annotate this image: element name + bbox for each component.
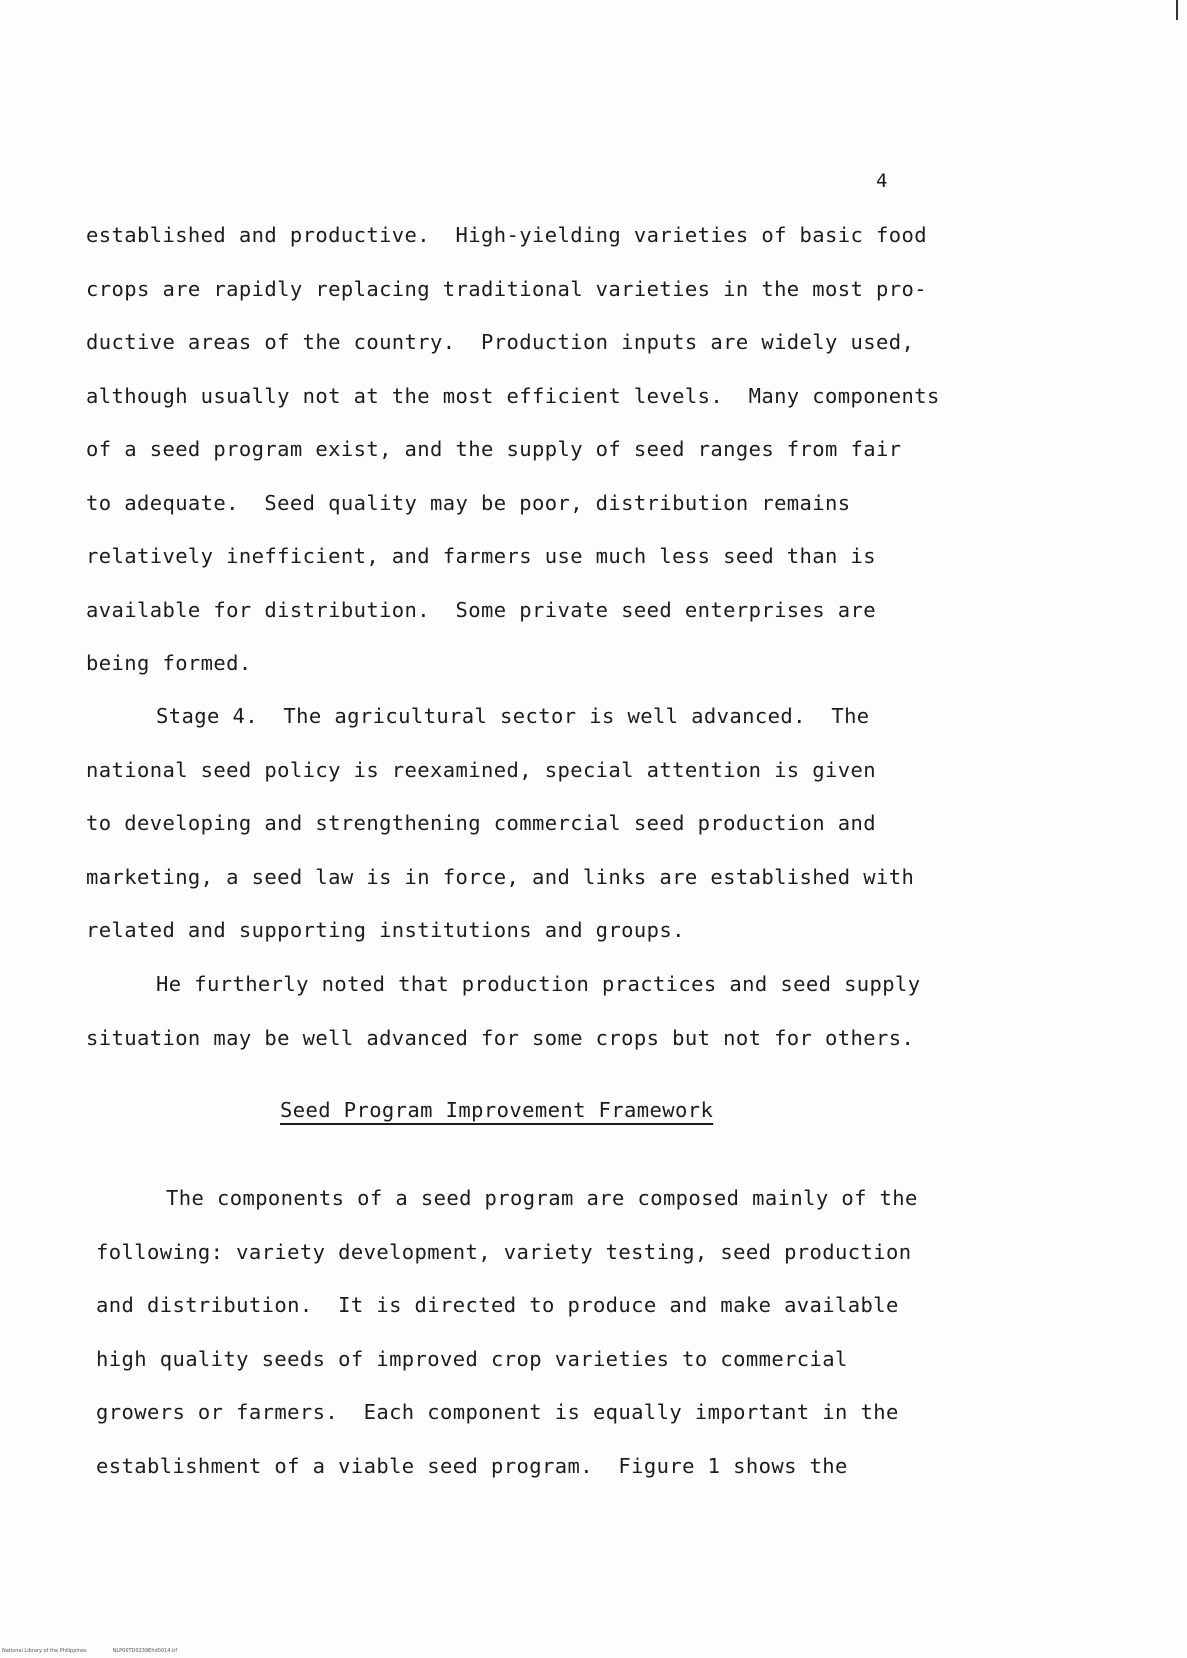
text-line: available for distribution. Some private seed enterprises are — [86, 597, 877, 622]
text-line: related and supporting institutions and groups. — [86, 918, 685, 942]
section-heading: Seed Program Improvement Framework — [280, 1098, 714, 1122]
footer-file-id: NLP00TD0239Ehd0014.tif — [112, 1648, 178, 1654]
paragraph-stage-4 — [86, 690, 986, 958]
text-line: Stage 4. The agricultural sector is well advanced. The — [156, 704, 870, 728]
text-line: He furtherly noted that production practices and seed supply — [156, 972, 921, 996]
text-line: marketing, a seed law is in force, and links are established with — [86, 864, 915, 889]
page-number: 4 — [876, 170, 888, 192]
text-line: establishment of a viable seed program. Figure 1 shows the — [96, 1453, 848, 1478]
text-line: although usually not at the most efficient levels. Many components — [86, 383, 940, 408]
text-line: and distribution. It is directed to produce and make available — [96, 1293, 899, 1317]
text-line: crops are rapidly replacing traditional varieties in the most pro- — [86, 276, 927, 301]
text-line: of a seed program exist, and the supply of seed ranges from fair — [86, 437, 902, 461]
text-line: high quality seeds of improved crop varieties to commercial — [96, 1346, 848, 1371]
text-line: growers or farmers. Each component is equally important in the — [96, 1400, 899, 1424]
text-line: following: variety development, variety testing, seed production — [96, 1239, 912, 1264]
text-line: to adequate. Seed quality may be poor, distribution remains — [86, 490, 851, 515]
footer-library: National Library of the Philippines — [2, 1648, 87, 1654]
text-line: The components of a seed program are composed mainly of the — [166, 1186, 918, 1210]
text-line: relatively inefficient, and farmers use much less seed than is — [86, 544, 877, 568]
text-line: being formed. — [86, 651, 252, 675]
text-line: to developing and strengthening commercial seed production and — [86, 811, 877, 835]
text-line: national seed policy is reexamined, special attention is given — [86, 757, 877, 782]
scan-footer — [2, 1648, 203, 1654]
paragraph-note — [86, 958, 986, 1065]
paragraph-framework — [96, 1172, 996, 1493]
text-line: established and productive. High-yielding varieties of basic food — [86, 223, 927, 247]
text-line: ductive areas of the country. Production inputs are widely used, — [86, 330, 915, 354]
paragraph-stage-3-continued — [86, 209, 986, 691]
text-line: situation may be well advanced for some crops but not for others. — [86, 1025, 915, 1050]
scan-edge-mark — [1176, 0, 1178, 20]
